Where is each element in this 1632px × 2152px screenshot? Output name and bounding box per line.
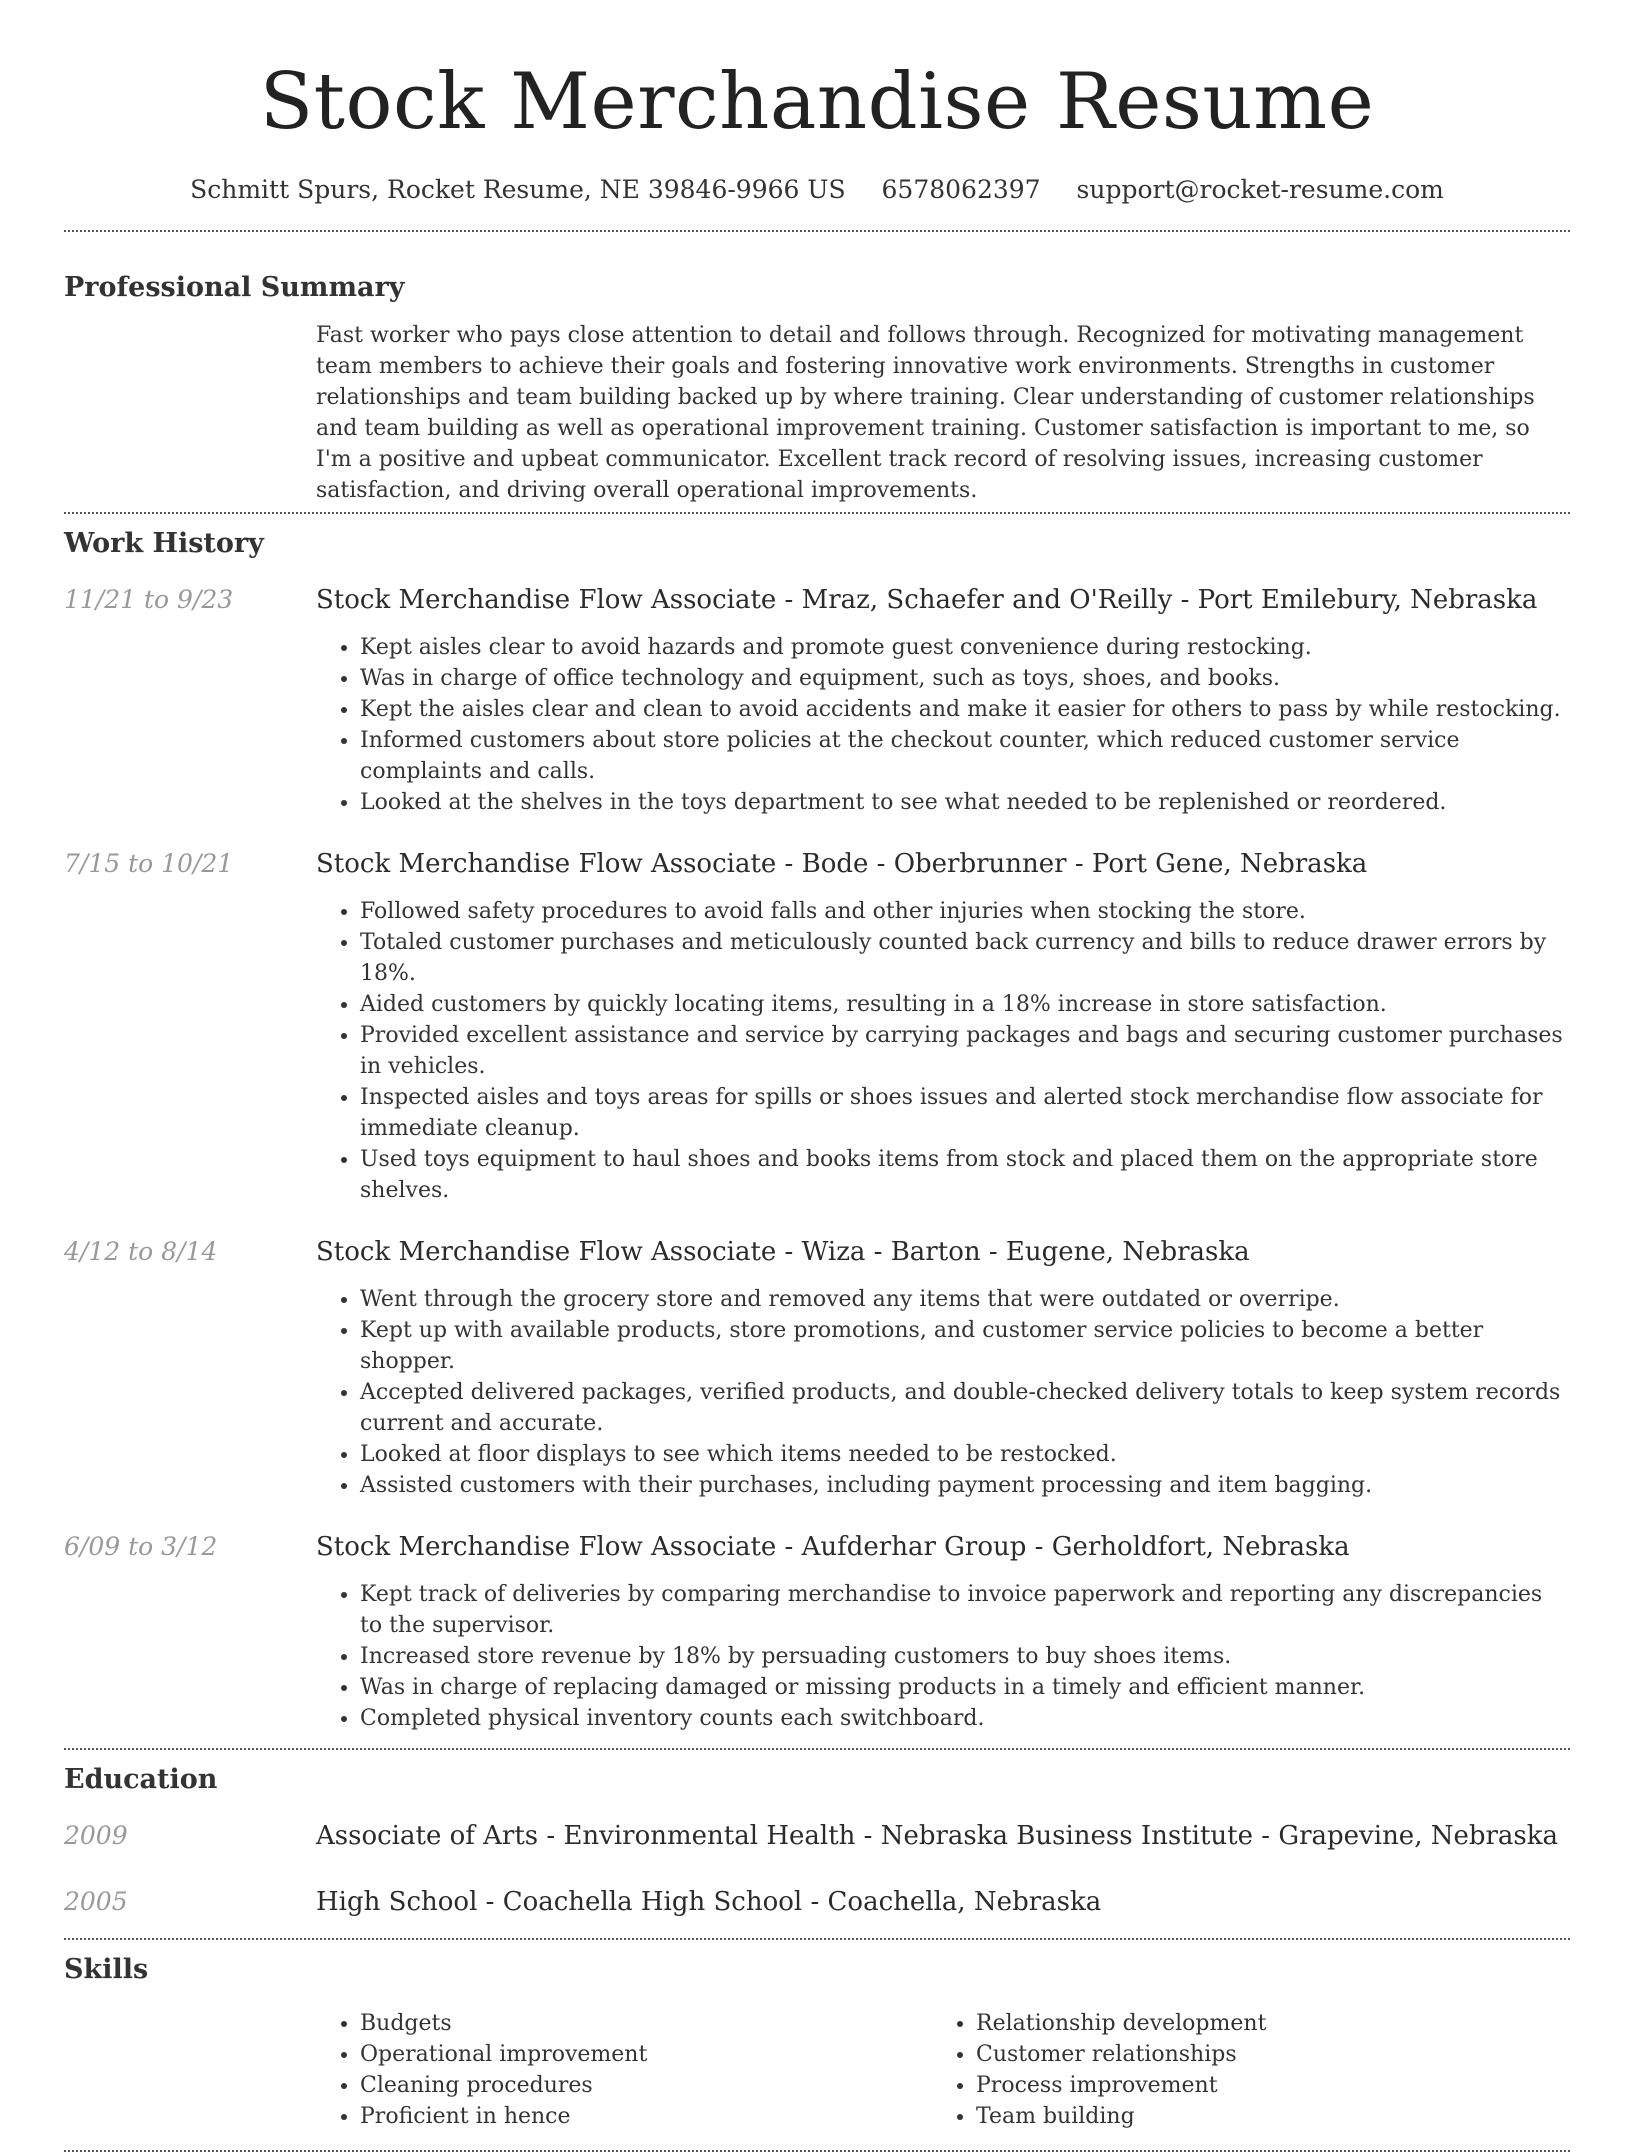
resume-title: Stock Merchandise Resume: [259, 57, 1375, 147]
list-item: • Increased store revenue by 18% by persuading customers to buy shoes items.: [360, 1641, 1570, 1672]
resume-page: [64, 0, 1570, 2152]
section-heading-skills: Skills: [64, 1954, 149, 1985]
job-header: [64, 846, 1570, 882]
job-dates: 7/15 to 10/21: [64, 849, 234, 878]
job-bullets: [316, 896, 1570, 1206]
job-dates: 6/09 to 3/12: [64, 1532, 218, 1561]
job-dates: 4/12 to 8/14: [64, 1237, 218, 1266]
contact-phone: 6578062397: [881, 175, 1041, 204]
list-item: • Assisted customers with their purchases, including payment processing and item bagging.: [360, 1470, 1570, 1501]
summary-text: Fast worker who pays close attention to detail and follows through. Recognized for motivating management team members to achieve their goals and fostering innovative work environments. Strengths in customer relationships and team building backed up by where training. Clear understanding of customer relationships and team building as well as operational improvement training. Customer satisfaction is important to me, so I'm a positive and upbeat communicator. Excellent track record of resolving issues, increasing customer satisfaction, and driving overall operational improvements.: [316, 323, 1535, 503]
list-item: • Looked at floor displays to see which items needed to be restocked.: [360, 1439, 1570, 1470]
list-item: • Informed customers about store policies at the checkout counter, which reduced customer service complaints and calls.: [360, 725, 1570, 787]
education-year: 2009: [64, 1821, 128, 1850]
skill-item: • Customer relationships: [976, 2039, 1548, 2070]
education-entry: [64, 1818, 1570, 1854]
list-item: • Totaled customer purchases and meticulously counted back currency and bills to reduce drawer errors by 18%.: [360, 927, 1570, 989]
list-item: • Completed physical inventory counts each switchboard.: [360, 1703, 1570, 1734]
job-title: Stock Merchandise Flow Associate - Aufderhar Group - Gerholdfort, Nebraska: [316, 1532, 1350, 1562]
list-item: • Kept up with available products, store promotions, and customer service policies to become a better shopper.: [360, 1315, 1570, 1377]
skill-item: • Proficient in hence: [360, 2101, 932, 2132]
job-bullets: [316, 1579, 1570, 1734]
job-bullets: [316, 632, 1570, 818]
section-heading-summary: Professional Summary: [64, 272, 405, 303]
job-entry: [64, 1529, 1570, 1734]
job-entry: [64, 846, 1570, 1206]
job-dates: 11/21 to 9/23: [64, 585, 234, 614]
list-item: • Kept track of deliveries by comparing merchandise to invoice paperwork and reporting any discrepancies to the supervisor.: [360, 1579, 1570, 1641]
job-header: [64, 1234, 1570, 1270]
education-year: 2005: [64, 1887, 128, 1916]
list-item: • Was in charge of replacing damaged or missing products in a timely and efficient manner.: [360, 1672, 1570, 1703]
skills-column-left: [316, 2008, 932, 2132]
divider: [64, 512, 1570, 514]
list-item: • Aided customers by quickly locating items, resulting in a 18% increase in store satisfaction.: [360, 989, 1570, 1020]
skill-item: • Team building: [976, 2101, 1548, 2132]
list-item: • Accepted delivered packages, verified products, and double-checked delivery totals to keep system records current and accurate.: [360, 1377, 1570, 1439]
list-item: • Followed safety procedures to avoid falls and other injuries when stocking the store.: [360, 896, 1570, 927]
list-item: • Inspected aisles and toys areas for spills or shoes issues and alerted stock merchandise flow associate for immediate cleanup.: [360, 1082, 1570, 1144]
education-entry: [64, 1884, 1570, 1920]
job-title: Stock Merchandise Flow Associate - Bode - Oberbrunner - Port Gene, Nebraska: [316, 849, 1368, 879]
job-entry: [64, 1234, 1570, 1501]
divider: [64, 1748, 1570, 1750]
job-header: [64, 582, 1570, 618]
contact-address: Schmitt Spurs, Rocket Resume, NE 39846-9966 US: [190, 175, 846, 204]
list-item: • Went through the grocery store and removed any items that were outdated or overripe.: [360, 1284, 1570, 1315]
skill-item: • Budgets: [360, 2008, 932, 2039]
skill-item: • Relationship development: [976, 2008, 1548, 2039]
section-heading-work: Work History: [64, 528, 264, 559]
list-item: • Provided excellent assistance and service by carrying packages and bags and securing customer purchases in vehicles.: [360, 1020, 1570, 1082]
job-title: Stock Merchandise Flow Associate - Mraz, Schaefer and O'Reilly - Port Emilebury, Nebraska: [316, 585, 1538, 615]
skill-item: • Cleaning procedures: [360, 2070, 932, 2101]
education-text: High School - Coachella High School - Coachella, Nebraska: [316, 1887, 1102, 1917]
education-text: Associate of Arts - Environmental Health - Nebraska Business Institute - Grapevine, Nebraska: [316, 1821, 1559, 1851]
skill-item: • Process improvement: [976, 2070, 1548, 2101]
job-bullets: [316, 1284, 1570, 1501]
divider: [64, 230, 1570, 232]
list-item: • Looked at the shelves in the toys department to see what needed to be replenished or reordered.: [360, 787, 1570, 818]
divider: [64, 1938, 1570, 1940]
job-entry: [64, 582, 1570, 818]
job-header: [64, 1529, 1570, 1565]
section-heading-education: Education: [64, 1764, 218, 1795]
list-item: • Used toys equipment to haul shoes and books items from stock and placed them on the appropriate store shelves.: [360, 1144, 1570, 1206]
contact-email: support@rocket-resume.com: [1076, 175, 1444, 204]
skills-grid: [316, 2008, 1570, 2132]
contact-line: [64, 170, 1570, 210]
skills-column-right: [932, 2008, 1548, 2132]
list-item: • Kept the aisles clear and clean to avoid accidents and make it easier for others to pass by while restocking.: [360, 694, 1570, 725]
list-item: • Was in charge of office technology and equipment, such as toys, shoes, and books.: [360, 663, 1570, 694]
list-item: • Kept aisles clear to avoid hazards and promote guest convenience during restocking.: [360, 632, 1570, 663]
skill-item: • Operational improvement: [360, 2039, 932, 2070]
job-title: Stock Merchandise Flow Associate - Wiza - Barton - Eugene, Nebraska: [316, 1237, 1250, 1267]
